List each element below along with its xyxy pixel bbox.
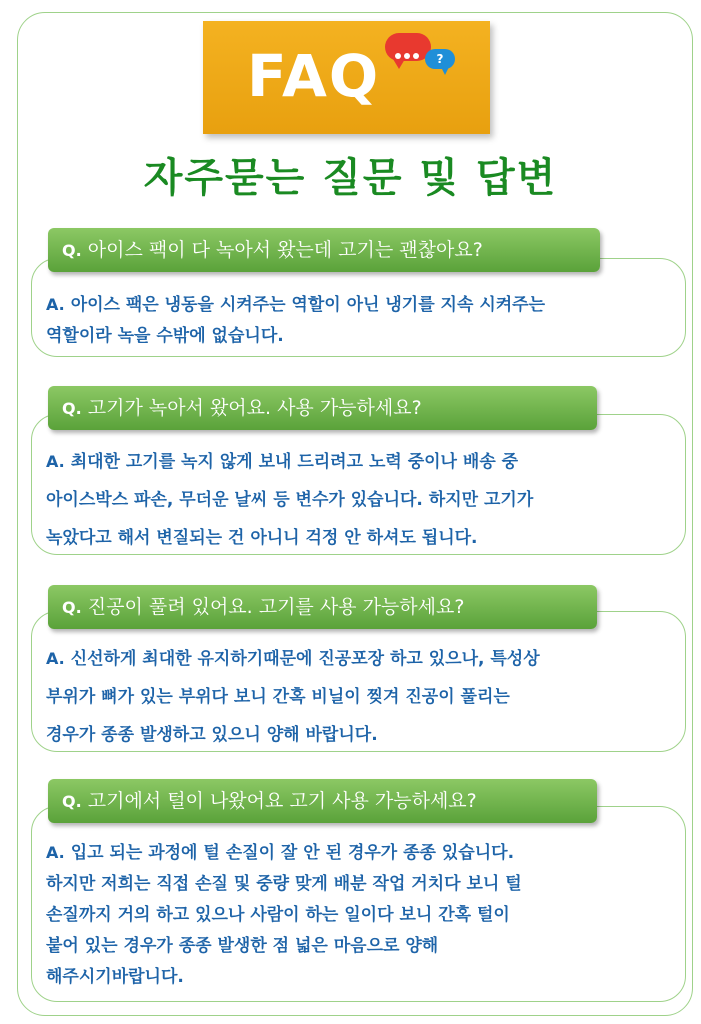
answer-line: 입고 되는 과정에 털 손질이 잘 안 된 경우가 종종 있습니다.: [70, 843, 515, 863]
answer-line: 붙어 있는 경우가 종종 발생한 점 넓은 마음으로 양해: [46, 936, 439, 956]
faq-banner-text: FAQ: [247, 42, 381, 110]
page-title: 자주묻는 질문 및 답변: [143, 155, 558, 201]
answer-text-4: A. 입고 되는 과정에 털 손질이 잘 안 된 경우가 종종 있습니다. 하지만 저희는 직접 손질 및 중량 맞게 배분 작업 거치다 보니 털 손질까지 거의 하고 있으나 사람이 하는 일이다 보니 간혹 털이 붙어 있는 경우가 종종 발생한 점 넓은 마음으로 양해 해주시기바랍니다.: [46, 843, 522, 987]
answer-line: 아이스 팩은 냉동을 시켜주는 역할이 아닌 냉기를 지속 시켜주는: [70, 295, 546, 315]
question-text-2: 고기가 녹아서 왔어요. 사용 가능하세요?: [87, 397, 422, 419]
question-text-4: 고기에서 털이 나왔어요 고기 사용 가능하세요?: [87, 790, 477, 812]
faq-banner: [203, 21, 490, 134]
question-bubble-icon: ?: [425, 49, 455, 69]
answer-box-3: [31, 611, 686, 752]
answer-line: 녹았다고 해서 변질되는 건 아니니 걱정 안 하셔도 됩니다.: [46, 528, 478, 548]
question-text-1: 아이스 팩이 다 녹아서 왔는데 고기는 괜찮아요?: [87, 239, 483, 261]
answer-line: 손질까지 거의 하고 있으나 사람이 하는 일이다 보니 간혹 털이: [46, 905, 510, 925]
question-text-3: 진공이 풀려 있어요. 고기를 사용 가능하세요?: [87, 596, 465, 618]
answer-line: 부위가 뼈가 있는 부위다 보니 간혹 비닐이 찢겨 진공이 풀리는: [46, 687, 510, 707]
answer-line: 최대한 고기를 녹지 않게 보내 드리려고 노력 중이나 배송 중: [70, 452, 519, 472]
answer-text-2: A. 최대한 고기를 녹지 않게 보내 드리려고 노력 중이나 배송 중 아이스박스 파손, 무더운 날씨 등 변수가 있습니다. 하지만 고기가 녹았다고 해서 변질되는 건 아니니 걱정 안 하셔도 됩니다.: [46, 452, 534, 548]
question-pill-1: Q. 아이스 팩이 다 녹아서 왔는데 고기는 괜찮아요?: [48, 228, 600, 272]
answer-box-2: [31, 414, 686, 555]
answer-box-1: [31, 258, 686, 357]
question-pill-3: Q. 진공이 풀려 있어요. 고기를 사용 가능하세요?: [48, 585, 597, 629]
question-pill-2: Q. 고기가 녹아서 왔어요. 사용 가능하세요?: [48, 386, 597, 430]
answer-text-1: A. 아이스 팩은 냉동을 시켜주는 역할이 아닌 냉기를 지속 시켜주는 역할이라 녹을 수밖에 없습니다.: [46, 295, 546, 346]
answer-line: 하지만 저희는 직접 손질 및 중량 맞게 배분 작업 거치다 보니 털: [46, 874, 522, 894]
answer-line: 역할이라 녹을 수밖에 없습니다.: [46, 326, 284, 346]
answer-box-4: [31, 806, 686, 1002]
answer-text-3: A. 신선하게 최대한 유지하기때문에 진공포장 하고 있으나, 특성상 부위가 뼈가 있는 부위다 보니 간혹 비닐이 찢겨 진공이 풀리는 경우가 종종 발생하고 있으니 양해 바랍니다.: [46, 649, 540, 745]
answer-line: 경우가 종종 발생하고 있으니 양해 바랍니다.: [46, 725, 378, 745]
answer-line: 아이스박스 파손, 무더운 날씨 등 변수가 있습니다. 하지만 고기가: [46, 490, 534, 510]
answer-line: 해주시기바랍니다.: [46, 967, 184, 987]
answer-line: 신선하게 최대한 유지하기때문에 진공포장 하고 있으나, 특성상: [70, 649, 540, 669]
question-pill-4: Q. 고기에서 털이 나왔어요 고기 사용 가능하세요?: [48, 779, 597, 823]
